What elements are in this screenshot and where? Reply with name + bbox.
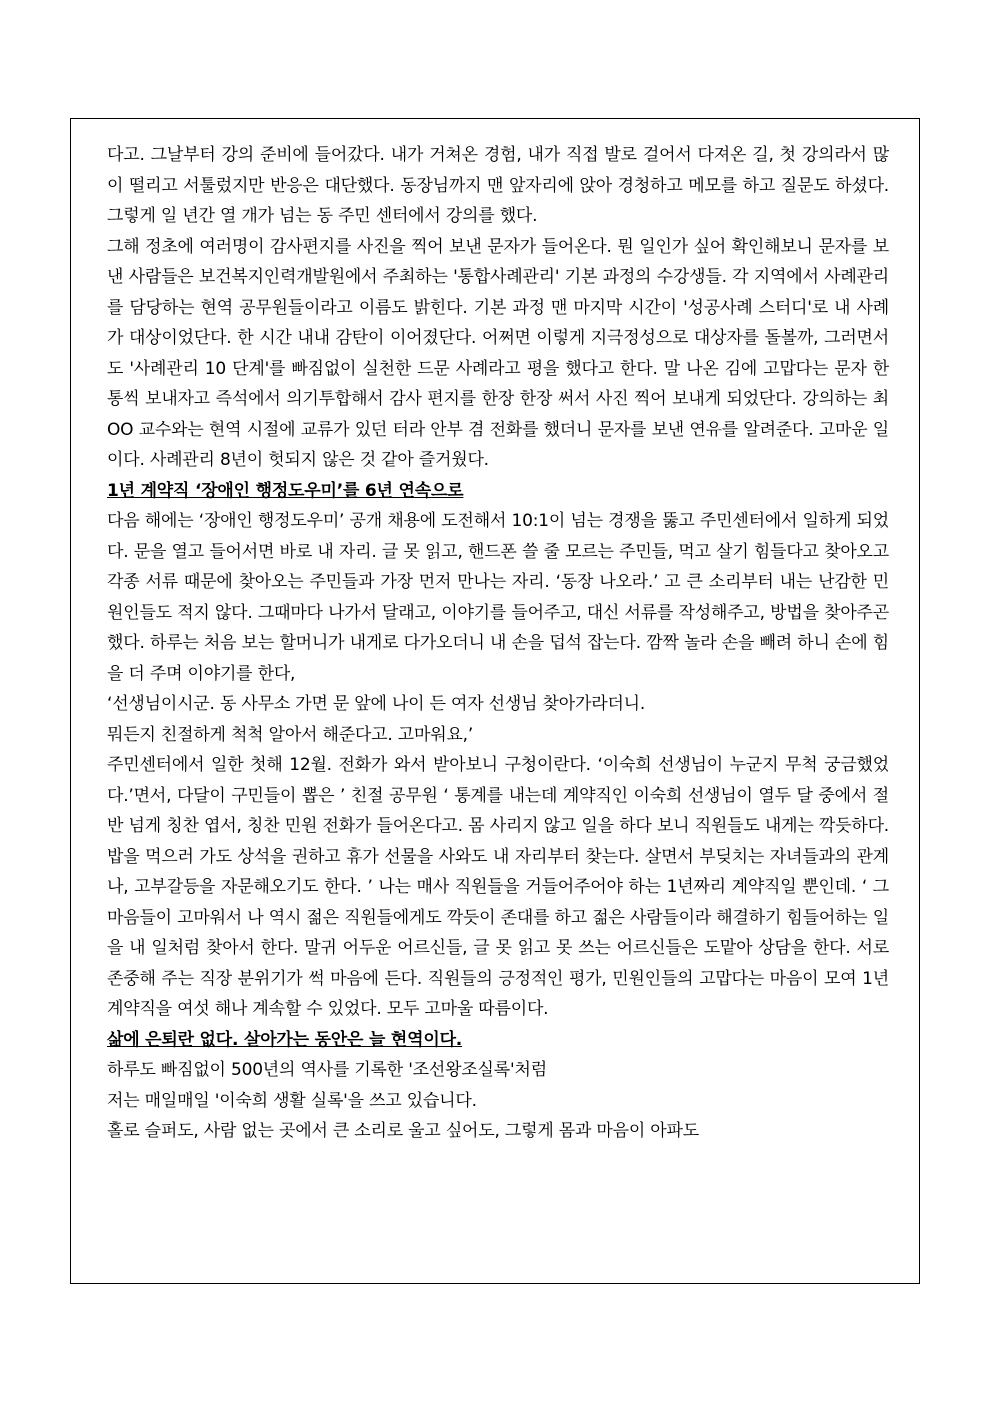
document-body <box>107 140 889 1147</box>
paragraph-kind-official: 주민센터에서 일한 첫해 12월. 전화가 와서 받아보니 구청이란다. ‘이숙희 선생님이 누군지 무척 궁금했었다.’면서, 다달이 구민들이 뽑은 ’ 친절 공무원 ‘ 통계를 내는데 계약직인 이숙희 선생님이 열두 달 중에서 절반 넘게 칭찬 엽서, 칭찬 민원 전화가 들어온다고. 몸 사리지 않고 일을 하다 보니 직원들도 내게는 깍듯하다. 밥을 먹으러 가도 상석을 권하고 휴가 선물을 사와도 내 자리부터 찾는다. 살면서 부딪치는 자녀들과의 관계나, 고부갈등을 자문해오기도 한다. ’ 나는 매사 직원들을 거들어주어야 하는 1년짜리 계약직일 뿐인데. ‘ 그 마음들이 고마워서 나 역시 젊은 직원들에게도 깍듯이 존대를 하고 젊은 사람들이라 해결하기 힘들어하는 일을 내 일처럼 찾아서 한다. 말귀 어두운 어르신들, 글 못 읽고 못 쓰는 어르신들은 도맡아 상담을 한다. 서로 존중해 주는 직장 분위기가 썩 마음에 든다. 직원들의 긍정적인 평가, 민원인들의 고맙다는 마음이 모여 1년 계약직을 여섯 해나 계속할 수 있었다. 모두 고마울 따름이다. <box>107 755 889 1019</box>
closing-line-3: 홀로 슬퍼도, 사람 없는 곳에서 큰 소리로 울고 싶어도, 그렇게 몸과 마음이 아파도 <box>107 1121 699 1141</box>
closing-line-1: 하루도 빠짐없이 500년의 역사를 기록한 '조선왕조실록'처럼 <box>107 1060 547 1080</box>
quote-line-grandmother-1: ‘선생님이시군. 동 사무소 가면 문 앞에 나이 든 여자 선생님 찾아가라더니. <box>107 694 646 714</box>
section-heading-no-retirement: 삶에 은퇴란 없다. 살아가는 동안은 늘 현역이다. <box>107 1029 463 1050</box>
quote-line-grandmother-2: 뭐든지 친절하게 척척 알아서 해준다고. 고마워요,’ <box>107 724 474 745</box>
section-heading-contract-job: 1년 계약직 ‘장애인 행정도우미’를 6년 연속으로 <box>107 480 464 501</box>
closing-line-2: 저는 매일매일 '이숙희 생활 실록'을 쓰고 있습니다. <box>107 1090 477 1111</box>
paragraph-administrative-helper: 다음 해에는 ‘장애인 행정도우미’ 공개 채용에 도전해서 10:1이 넘는 경쟁을 뚫고 주민센터에서 일하게 되었다. 문을 열고 들어서면 바로 내 자리. 글 못 읽고, 핸드폰 쓸 줄 모르는 주민들, 먹고 살기 힘들다고 찾아오고 각종 서류 때문에 찾아오는 주민들과 가장 먼저 만나는 자리. ‘동장 나오라.’ 고 큰 소리부터 내는 난감한 민원인들도 적지 않다. 그때마다 나가서 달래고, 이야기를 들어주고, 대신 서류를 작성해주고, 방법을 찾아주곤 했다. 하루는 처음 보는 할머니가 내게로 다가오더니 내 손을 덥석 잡는다. 깜짝 놀라 손을 빼려 하니 손에 힘을 더 주며 이야기를 한다, <box>107 511 889 684</box>
paragraph-lecture-preparation: 다고. 그날부터 강의 준비에 들어갔다. 내가 거쳐온 경험, 내가 직접 발로 걸어서 다져온 길, 첫 강의라서 많이 떨리고 서툴렀지만 반응은 대단했다. 동장님까지 맨 앞자리에 앉아 경청하고 메모를 하고 질문도 하셨다. 그렇게 일 년간 열 개가 넘는 동 주민 센터에서 강의를 했다. <box>107 145 889 226</box>
paragraph-thank-you-letters: 그해 정초에 여러명이 감사편지를 사진을 찍어 보낸 문자가 들어온다. 뭔 일인가 싶어 확인해보니 문자를 보낸 사람들은 보건복지인력개발원에서 주최하는 '통합사례관리' 기본 과정의 수강생들. 각 지역에서 사례관리를 담당하는 현역 공무원들이라고 이름도 밝힌다. 기본 과정 맨 마지막 시간이 '성공사례 스터디'로 내 사례가 대상이었단다. 한 시간 내내 감탄이 이어졌단다. 어쩌면 이렇게 지극정성으로 대상자를 돌볼까, 그러면서도 '사례관리 10 단계'를 빠짐없이 실천한 드문 사례라고 평을 했다고 한다. 말 나온 김에 고맙다는 문자 한 통씩 보내자고 즉석에서 의기투합해서 감사 편지를 한장 한장 써서 사진 찍어 보내게 되었단다. 강의하는 최OO 교수와는 현역 시절에 교류가 있던 터라 안부 겸 전화를 했더니 문자를 보낸 연유를 알려준다. 고마운 일이다. 사례관리 8년이 헛되지 않은 것 같아 즐거웠다. <box>107 236 889 470</box>
